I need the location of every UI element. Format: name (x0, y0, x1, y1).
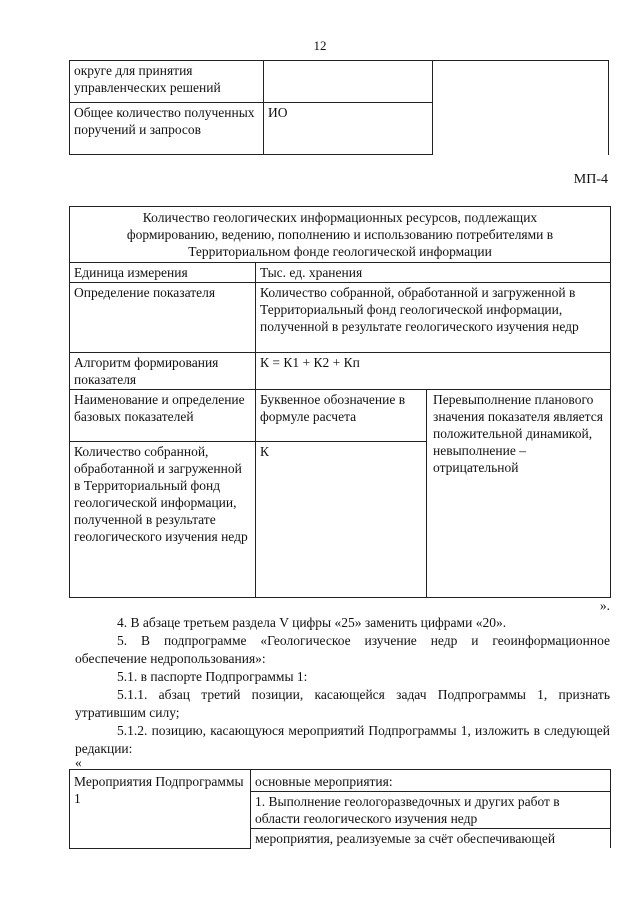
base-letter: К (256, 442, 427, 598)
paragraph-5 (75, 632, 610, 668)
algorithm-label: Алгоритм формирования показателя (70, 353, 256, 390)
paragraph-5-1-text: 5.1. в паспорте Подпрограммы 1: (117, 669, 308, 684)
mp4-title: Количество геологических информационных ресурсов, подлежащих формированию, ведению, пополнению и использованию потребителями в Территориальном фонде геологической информации (70, 207, 611, 263)
base-name: Количество собранной, обработанной и загруженной в Территориальный фонд геологической информации, полученной в результате геологического изучения недр (70, 442, 256, 598)
paragraph-5-text: 5. В подпрограмме «Геологическое изучение недр и геоинформационное обеспечение недропользования»: (75, 633, 610, 666)
top-row1-label: округе для принятия управленческих решений (70, 61, 264, 103)
measures-row3: мероприятия, реализуемые за счёт обеспечивающей (251, 829, 611, 849)
paragraph-4-text: 4. В абзаце третьем раздела V цифры «25» заменить цифрами «20». (117, 615, 507, 630)
closing-quote: ». (599, 598, 610, 613)
paragraph-5-1-2-text: 5.1.2. позицию, касающуюся мероприятий Подпрограммы 1, изложить в следующей редакции: (75, 723, 610, 756)
measures-row1: основные мероприятия: (251, 770, 611, 792)
measures-row2: 1. Выполнение геологоразведочных и других работ в области геологического изучения недр (251, 792, 611, 829)
top-row2-label: Общее количество полученных поручений и запросов (70, 103, 264, 155)
mp4-code: МП-4 (573, 172, 608, 187)
page-number: 12 (313, 38, 327, 53)
paragraph-5-1-2 (75, 722, 610, 758)
top-row2-value: ИО (264, 103, 433, 155)
letter-label: Буквенное обозначение в формуле расчета (256, 390, 427, 442)
measures-label: Мероприятия Подпрограммы 1 (70, 770, 251, 849)
dynamics-note: Перевыполнение планового значения показателя является положительной динамикой, невыполнение – отрицательной (427, 390, 611, 598)
paragraph-5-1-1 (75, 686, 610, 722)
mp4-table (69, 206, 611, 598)
paragraph-5-1 (75, 668, 610, 686)
bottom-table (69, 769, 611, 849)
opening-quote: « (75, 755, 82, 770)
definition-value: Количество собранной, обработанной и загруженной в Территориальный фонд геологической информации, полученной в результате геологического изучения недр (256, 283, 611, 353)
top-table (69, 60, 609, 155)
top-row1-value (264, 61, 433, 103)
base-label: Наименование и определение базовых показателей (70, 390, 256, 442)
unit-label: Единица измерения (70, 263, 256, 283)
paragraph-5-1-1-text: 5.1.1. абзац третий позиции, касающейся задач Подпрограммы 1, признать утратившим силу; (75, 687, 610, 720)
paragraph-4 (75, 614, 610, 632)
top-right-cell (433, 61, 609, 155)
algorithm-value: К = К1 + К2 + Кп (256, 353, 611, 390)
definition-label: Определение показателя (70, 283, 256, 353)
unit-value: Тыс. ед. хранения (256, 263, 611, 283)
